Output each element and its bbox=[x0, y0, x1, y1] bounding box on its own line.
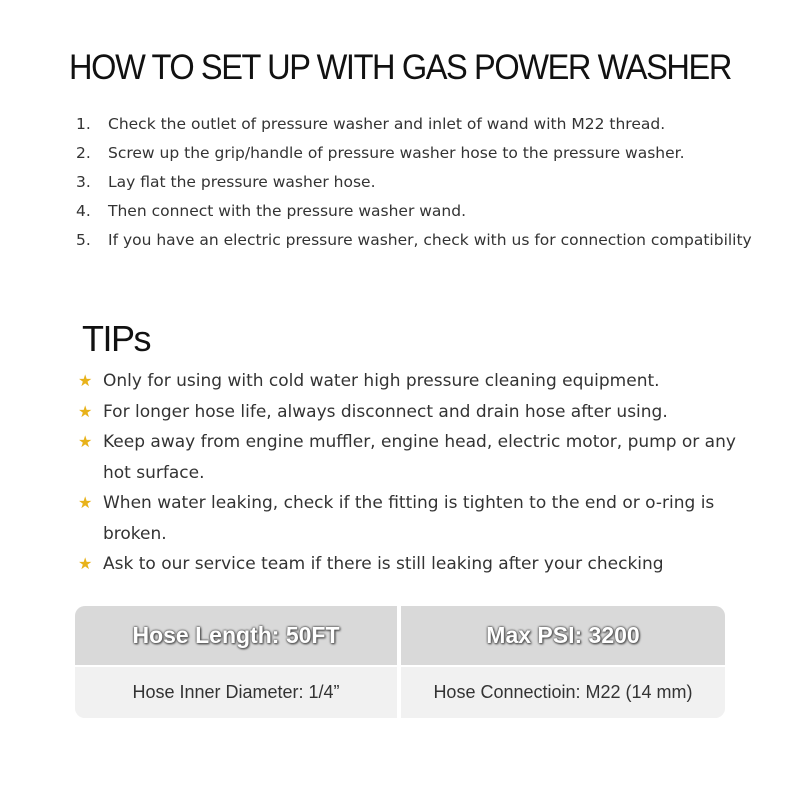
tip-text: Keep away from engine muffler, engine head, electric motor, pump or any hot surface. bbox=[103, 432, 736, 483]
step-number: 1. bbox=[76, 115, 91, 133]
tip-item bbox=[78, 488, 758, 549]
spec-header-max-psi: Max PSI: 3200 bbox=[401, 606, 725, 665]
table-divider-vertical bbox=[397, 606, 401, 718]
step-item bbox=[76, 110, 756, 139]
step-number: 4. bbox=[76, 202, 91, 220]
spec-header-hose-length: Hose Length: 50FT bbox=[75, 606, 397, 665]
tip-item bbox=[78, 366, 758, 397]
step-number: 3. bbox=[76, 173, 91, 191]
tip-text: When water leaking, check if the fitting is tighten to the end or o-ring is broken. bbox=[103, 493, 715, 544]
star-icon: ★ bbox=[78, 371, 93, 390]
step-item bbox=[76, 197, 756, 226]
tip-item bbox=[78, 427, 758, 488]
star-icon: ★ bbox=[78, 493, 93, 512]
step-text: Screw up the grip/handle of pressure washer hose to the pressure washer. bbox=[108, 144, 685, 162]
step-text: Then connect with the pressure washer wand. bbox=[108, 202, 467, 220]
step-number: 2. bbox=[76, 144, 91, 162]
step-item bbox=[76, 226, 756, 255]
tip-text: Only for using with cold water high pressure cleaning equipment. bbox=[103, 371, 660, 391]
step-number: 5. bbox=[76, 231, 91, 249]
step-item bbox=[76, 168, 756, 197]
tips-heading: TIPs bbox=[82, 318, 151, 359]
star-icon: ★ bbox=[78, 432, 93, 451]
step-text: Check the outlet of pressure washer and inlet of wand with M22 thread. bbox=[108, 115, 666, 133]
tips-list bbox=[78, 366, 758, 580]
setup-steps-list bbox=[76, 110, 756, 255]
page-title: HOW TO SET UP WITH GAS POWER WASHER bbox=[69, 48, 731, 87]
tip-text: Ask to our service team if there is still leaking after your checking bbox=[103, 554, 664, 574]
step-text: Lay flat the pressure washer hose. bbox=[108, 173, 376, 191]
star-icon: ★ bbox=[78, 554, 93, 573]
spec-cell-connection: Hose Connectioin: M22 (14 mm) bbox=[401, 667, 725, 718]
spec-cell-inner-diameter: Hose Inner Diameter: 1/4” bbox=[75, 667, 397, 718]
tip-text: For longer hose life, always disconnect and drain hose after using. bbox=[103, 401, 668, 422]
step-text: If you have an electric pressure washer, check with us for connection compatibility bbox=[108, 231, 752, 249]
star-icon: ★ bbox=[78, 401, 93, 421]
tip-item bbox=[78, 549, 758, 580]
spec-table bbox=[75, 606, 725, 718]
step-item bbox=[76, 139, 756, 168]
tip-item bbox=[78, 397, 758, 428]
